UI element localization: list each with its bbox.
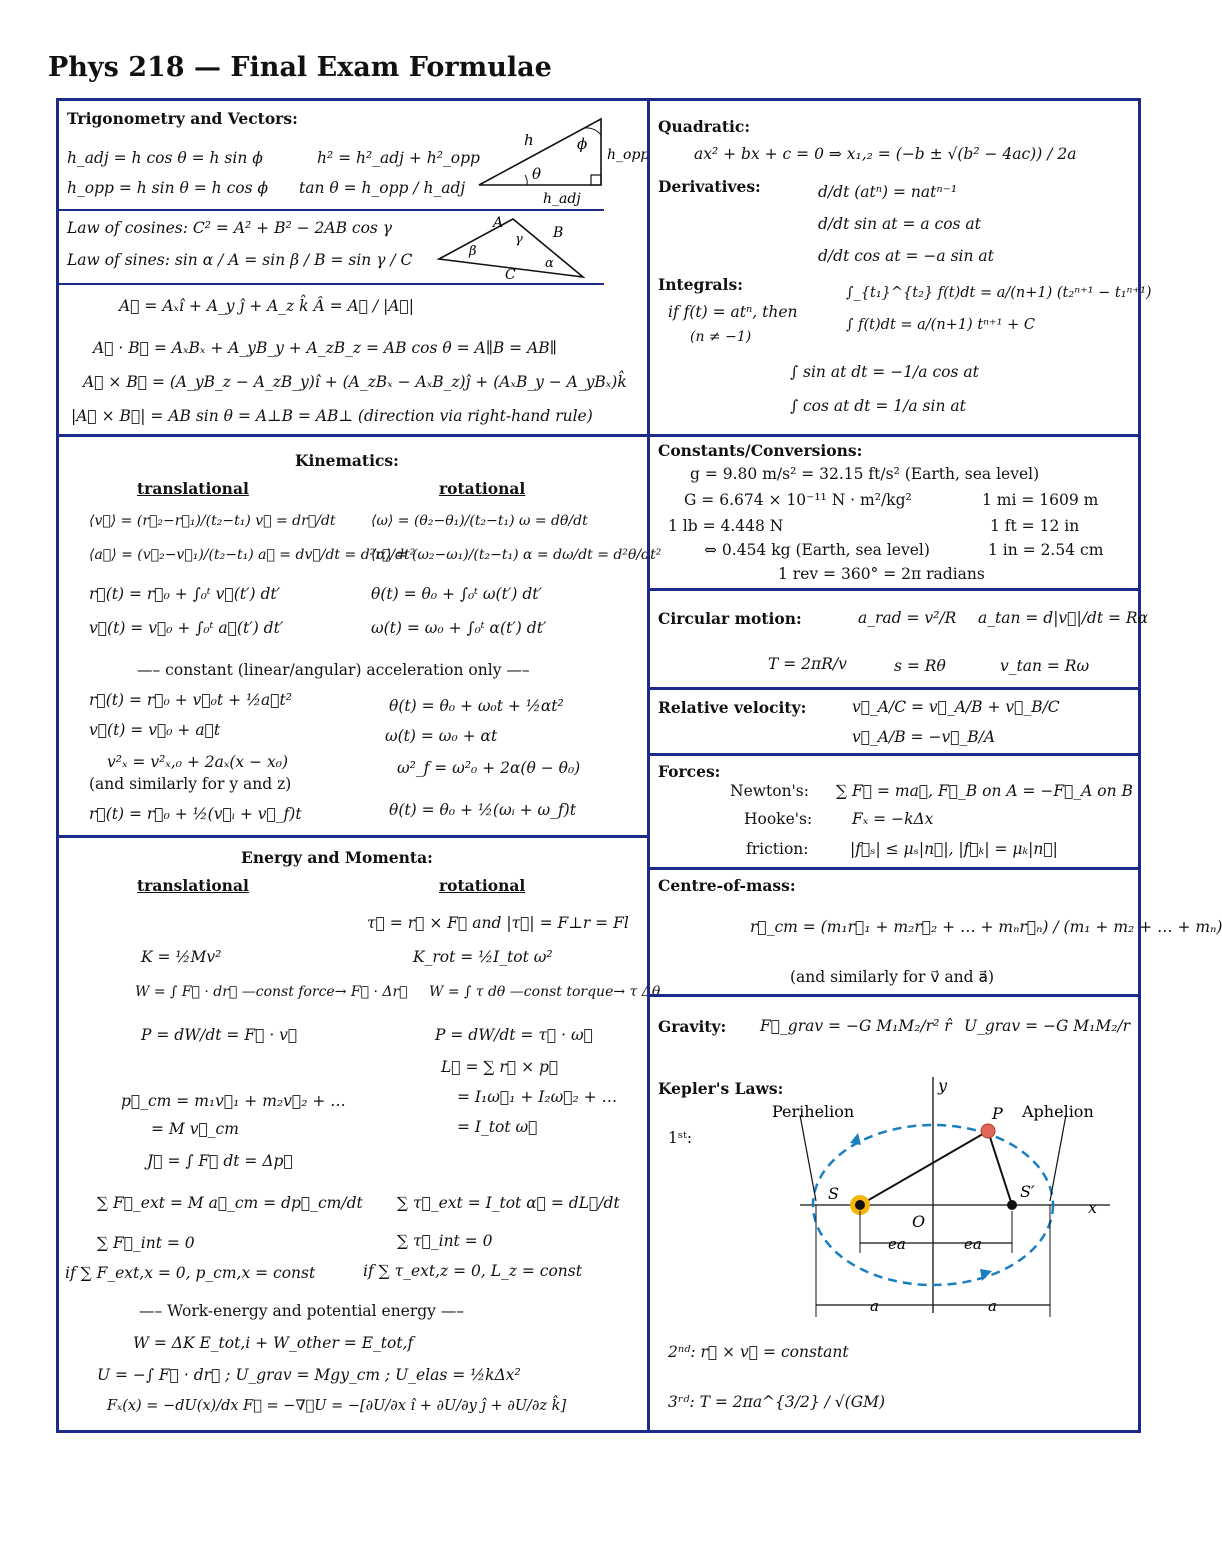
grav-header: Gravity: [658, 1017, 727, 1036]
tri2-C: C [505, 267, 516, 283]
a-right-label: a [988, 1297, 997, 1315]
grav-force: F⃗_grav = −G M₁M₂/r² r̂ [760, 1017, 952, 1035]
kin-t3: r⃗(t) = r⃗₀ + ∫₀ᵗ v⃗(t′) dt′ [89, 585, 281, 603]
trig-vectors-panel [56, 98, 650, 437]
second-focus-label: S′ [1020, 1182, 1035, 1201]
ea-left-label: ea [888, 1235, 906, 1253]
tri1-hadj: h_adj [543, 191, 581, 207]
rel-header: Relative velocity: [658, 698, 807, 717]
force-from-potential-eq: Fₓ(x) = −dU(x)/dx F⃗ = −∇⃗U = −[∂U/∂x î + ∂U/∂y ĵ + ∂U/∂z k̂] [107, 1398, 567, 1414]
law-cosines: Law of cosines: C² = A² + B² − 2AB cos γ [67, 219, 393, 237]
energy-r8: ∑ τ⃗_ext = I_tot α⃗ = dL⃗/dt [397, 1194, 620, 1212]
tri2-beta: β [469, 244, 477, 259]
circ-period: T = 2πR/v [768, 655, 847, 673]
kin-ct5: r⃗(t) = r⃗₀ + ½(v⃗ᵢ + v⃗_f)t [89, 805, 302, 823]
energy-t7: J⃗ = ∫ F⃗ dt = Δp⃗ [147, 1152, 293, 1170]
kin-t2: ⟨a⃗⟩ = (v⃗₂−v⃗₁)/(t₂−t₁) a⃗ = dv⃗/dt = d²r⃗/dt² [89, 547, 416, 563]
energy-r1: K_rot = ½I_tot ω² [413, 948, 553, 966]
energy-t3: P = dW/dt = F⃗ · v⃗ [141, 1026, 298, 1044]
math-panel [647, 98, 1152, 437]
energy-t2: W = ∫ F⃗ · dr⃗ —const force→ F⃗ · Δr⃗ [135, 984, 408, 1000]
y-axis-label: y [938, 1076, 948, 1095]
cross-magnitude: |A⃗ × B⃗| = AB sin θ = A⊥B = AB⊥ (direction via right-hand rule) [71, 407, 593, 425]
const-g: g = 9.80 m/s² = 32.15 ft/s² (Earth, sea level) [690, 465, 1040, 483]
kin-rot-label: rotational [439, 479, 526, 498]
kin-cr2: ω(t) = ω₀ + αt [385, 727, 498, 745]
a-left-label: a [870, 1297, 879, 1315]
int-header: Integrals: [658, 275, 743, 294]
tri2-gamma: γ [515, 232, 523, 247]
energy-r4: L⃗ = ∑ r⃗ × p⃗ [441, 1058, 559, 1076]
friction-eq: |f⃗ₛ| ≤ μₛ|n⃗|, |f⃗ₖ| = μₖ|n⃗| [850, 840, 1058, 858]
kepler-orbit-diagram [760, 1071, 1140, 1321]
oblique-triangle-diagram [431, 211, 601, 283]
kin-cr5: θ(t) = θ₀ + ½(ωᵢ + ω_f)t [389, 801, 576, 819]
law-sines: Law of sines: sin α / A = sin β / B = sin γ / C [67, 251, 413, 269]
energy-r5: = I₁ω⃗₁ + I₂ω⃗₂ + … [457, 1088, 618, 1106]
circ-arc: s = Rθ [894, 657, 946, 675]
kin-ct4: (and similarly for y and z) [89, 775, 292, 793]
deriv-2: d/dt sin at = a cos at [818, 215, 981, 233]
dot-product: A⃗ · B⃗ = AₓBₓ + A_yB_y + A_zB_z = AB cos θ = A∥B = AB∥ [93, 339, 557, 357]
tri2-A: A [493, 215, 504, 231]
kin-ct2: v⃗(t) = v⃗₀ + a⃗t [89, 721, 221, 739]
int-condition: if f(t) = atⁿ, then [668, 303, 798, 321]
energy-t9: ∑ F⃗_int = 0 [97, 1234, 195, 1252]
const-header: Constants/Conversions: [658, 441, 863, 460]
newton-eq: ∑ F⃗ = ma⃗, F⃗_B on A = −F⃗_A on B [836, 782, 1133, 800]
const-in: 1 in = 2.54 cm [988, 541, 1104, 559]
energy-r6: = I_tot ω⃗ [457, 1118, 538, 1136]
circular-motion-panel [647, 588, 1149, 690]
rel-eq1: v⃗_A/C = v⃗_A/B + v⃗_B/C [852, 698, 1060, 716]
friction-label: friction: [746, 840, 809, 858]
const-kg: ⇔ 0.454 kg (Earth, sea level) [704, 541, 930, 559]
const-lb: 1 lb = 4.448 N [668, 517, 784, 535]
trig-l2b: tan θ = h_opp / h_adj [299, 179, 466, 197]
kepler-1: 1ˢᵗ: [668, 1129, 693, 1147]
com-eq: r⃗_cm = (m₁r⃗₁ + m₂r⃗₂ + … + mₙr⃗ₙ) / (m₁ + m₂ + … + mₙ) [750, 918, 1222, 936]
int-cos: ∫ cos at dt = 1/a sin at [790, 397, 966, 415]
x-axis-label: x [1088, 1198, 1098, 1217]
ea-right-label: ea [964, 1235, 982, 1253]
trig-l1b: h² = h²_adj + h²_opp [317, 149, 480, 167]
tri1-phi: ϕ [577, 135, 588, 153]
kin-cr1: θ(t) = θ₀ + ω₀t + ½αt² [389, 697, 564, 715]
energy-trans-label: translational [137, 876, 249, 895]
circ-atan: a_tan = d|v⃗|/dt = Rα [978, 609, 1149, 627]
cross-product: A⃗ × B⃗ = (A_yB_z − A_zB_y)î + (A_zBₓ − AₓB_z)ĵ + (AₓB_y − A_yBₓ)k̂ [83, 373, 627, 391]
kin-r3: θ(t) = θ₀ + ∫₀ᵗ ω(t′) dt′ [371, 585, 542, 603]
const-G: G = 6.674 × 10⁻¹¹ N · m²/kg² [684, 491, 912, 509]
planet-label: P [992, 1104, 1003, 1123]
kin-ct1: r⃗(t) = r⃗₀ + v⃗₀t + ½a⃗t² [89, 691, 292, 709]
right-triangle-diagram [469, 107, 649, 207]
energy-momenta-panel [56, 835, 661, 1433]
energy-t6: = M v⃗_cm [151, 1120, 239, 1138]
deriv-1: d/dt (atⁿ) = natⁿ⁻¹ [818, 183, 958, 201]
kin-r1: ⟨ω⟩ = (θ₂−θ₁)/(t₂−t₁) ω = dθ/dt [371, 513, 588, 529]
kin-const-note: —– constant (linear/angular) acceleration only —– [137, 661, 530, 679]
circ-vtan: v_tan = Rω [1000, 657, 1090, 675]
grav-potential: U_grav = −G M₁M₂/r [964, 1017, 1131, 1035]
kin-trans-label: translational [137, 479, 249, 498]
tri1-hopp: h_opp [607, 147, 650, 163]
kin-r2: ⟨α⟩ = (ω₂−ω₁)/(t₂−t₁) α = dω/dt = d²θ/dt² [371, 547, 662, 563]
energy-t1: K = ½Mv² [141, 948, 222, 966]
kepler-2: 2ⁿᵈ: r⃗ × v⃗ = constant [668, 1343, 849, 1361]
newton-label: Newton's: [730, 782, 809, 800]
kinematics-panel [56, 434, 662, 838]
tri2-B: B [553, 225, 564, 241]
circ-header: Circular motion: [658, 609, 802, 628]
kin-t4: v⃗(t) = v⃗₀ + ∫₀ᵗ a⃗(t′) dt′ [89, 619, 284, 637]
com-header: Centre-of-mass: [658, 876, 796, 895]
energy-t8: ∑ F⃗_ext = M a⃗_cm = dp⃗_cm/dt [97, 1194, 363, 1212]
hooke-label: Hooke's: [744, 810, 813, 828]
energy-r2: W = ∫ τ dθ —const torque→ τ Δθ [429, 984, 661, 1000]
forces-header: Forces: [658, 762, 721, 781]
energy-header: Energy and Momenta: [241, 848, 433, 867]
constants-panel [647, 434, 1141, 591]
const-rev: 1 rev = 360° = 2π radians [778, 565, 985, 583]
kin-ct3: v²ₓ = v²ₓ,₀ + 2aₓ(x − x₀) [107, 753, 289, 771]
trig-header: Trigonometry and Vectors: [67, 109, 298, 128]
tri1-h: h [524, 131, 534, 149]
kin-r4: ω(t) = ω₀ + ∫₀ᵗ α(t′) dt′ [371, 619, 547, 637]
energy-r10: if ∑ τ_ext,z = 0, L_z = const [363, 1262, 582, 1280]
com-note: (and similarly for v⃗ and a⃗) [790, 968, 995, 986]
trig-l1: h_adj = h cos θ = h sin ϕ [67, 149, 263, 167]
vec-components: A⃗ = Aₓî + A_y ĵ + A_z k̂ Â = A⃗ / |A⃗| [119, 297, 415, 315]
kin-header: Kinematics: [295, 451, 399, 470]
int-definite: ∫_{t₁}^{t₂} f(t)dt = a/(n+1) (t₂ⁿ⁺¹ − t₁ⁿ⁺¹) [846, 285, 1152, 301]
kin-cr3: ω²_f = ω²₀ + 2α(θ − θ₀) [397, 759, 581, 777]
kepler-3: 3ʳᵈ: T = 2πa^{3/2} / √(GM) [668, 1393, 886, 1411]
torque-def: τ⃗ = r⃗ × F⃗ and |τ⃗| = F⊥r = Fl [367, 914, 629, 932]
tri1-theta: θ [532, 165, 542, 183]
perihelion-label: Perihelion [772, 1102, 855, 1121]
energy-r3: P = dW/dt = τ⃗ · ω⃗ [435, 1026, 593, 1044]
work-energy-note: —– Work-energy and potential energy —– [139, 1302, 465, 1320]
potential-energy-eq: U = −∫ F⃗ · dr⃗ ; U_grav = Mgy_cm ; U_elas = ½kΔx² [97, 1366, 521, 1384]
energy-t5: p⃗_cm = m₁v⃗₁ + m₂v⃗₂ + … [121, 1092, 346, 1110]
energy-rot-label: rotational [439, 876, 526, 895]
hooke-eq: Fₓ = −kΔx [852, 810, 934, 828]
quad-header: Quadratic: [658, 117, 751, 136]
gravity-panel [647, 994, 1141, 1433]
work-energy-eq: W = ΔK E_tot,i + W_other = E_tot,f [133, 1334, 414, 1352]
kepler-header: Kepler's Laws: [658, 1079, 784, 1098]
sun-label: S [828, 1184, 839, 1203]
const-ft: 1 ft = 12 in [990, 517, 1080, 535]
rel-eq2: v⃗_A/B = −v⃗_B/A [852, 728, 996, 746]
quadratic-formula: ax² + bx + c = 0 ⇒ x₁,₂ = (−b ± √(b² − 4ac)) / 2a [694, 145, 1077, 163]
page-title: Phys 218 — Final Exam Formulae [48, 52, 552, 83]
trig-l2: h_opp = h sin θ = h cos ϕ [67, 179, 269, 197]
int-exception: (n ≠ −1) [690, 329, 752, 345]
const-mile: 1 mi = 1609 m [982, 491, 1099, 509]
origin-label: O [912, 1212, 926, 1231]
energy-r9: ∑ τ⃗_int = 0 [397, 1232, 493, 1250]
int-sin: ∫ sin at dt = −1/a cos at [790, 363, 979, 381]
int-indefinite: ∫ f(t)dt = a/(n+1) tⁿ⁺¹ + C [846, 317, 1035, 333]
relative-velocity-panel [647, 687, 1141, 756]
deriv-3: d/dt cos at = −a sin at [818, 247, 994, 265]
aphelion-label: Aphelion [1022, 1102, 1094, 1121]
forces-panel [647, 753, 1141, 870]
kin-t1: ⟨v⃗⟩ = (r⃗₂−r⃗₁)/(t₂−t₁) v⃗ = dr⃗/dt [89, 513, 336, 529]
tri2-alpha: α [545, 256, 554, 271]
circ-arad: a_rad = v²/R [858, 609, 957, 627]
energy-t10: if ∑ F_ext,x = 0, p_cm,x = const [65, 1264, 316, 1282]
deriv-header: Derivatives: [658, 177, 761, 196]
centre-of-mass-panel [647, 867, 1222, 997]
